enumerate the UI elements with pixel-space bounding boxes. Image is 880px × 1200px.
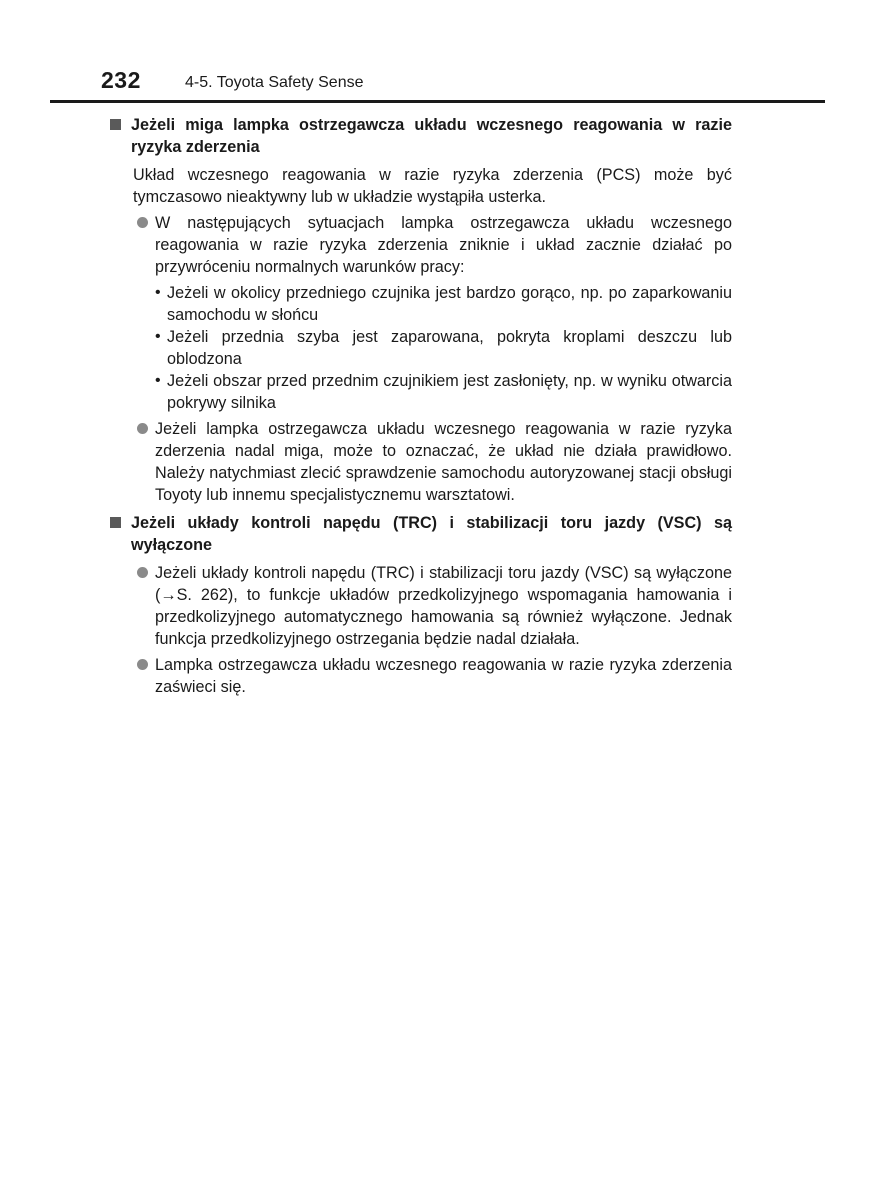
list-item-text: Jeżeli układy kontroli napędu (TRC) i stabilizacji toru jazdy (VSC) są wyłączone (→S. 262), to funkcje układów przedkolizyjnego wspomagania hamowania i przedkolizyjnego automatycznego hamowania są również wyłączone. Jednak funkcja przedkolizyjnego ostrzegania będzie nadal działała. xyxy=(155,564,732,648)
dot-bullet-icon: • xyxy=(155,284,161,301)
circle-bullet-icon xyxy=(137,659,148,670)
sub-list-item-text: Jeżeli w okolicy przedniego czujnika jest bardzo gorąco, np. po zaparkowaniu samochodu w słońcu xyxy=(167,284,732,324)
page-number: 232 xyxy=(101,67,141,93)
sub-list-item xyxy=(155,370,732,414)
square-bullet-icon xyxy=(110,119,121,130)
list-item-text: Jeżeli lampka ostrzegawcza układu wczesnego reagowania w razie ryzyka zderzenia nadal miga, może to oznaczać, że układ nie działa prawidłowo. Należy natychmiast zlecić sprawdzenie samochodu autoryzowanej stacji obsługi Toyoty lub innemu specjalistycznemu warsztatowi. xyxy=(155,420,732,504)
sub-list-item-text: Jeżeli obszar przed przednim czujnikiem jest zasłonięty, np. w wyniku otwarcia pokrywy silnika xyxy=(167,372,732,412)
section-paragraph: Układ wczesnego reagowania w razie ryzyka zderzenia (PCS) może być tymczasowo nieaktywny lub w układzie wystąpiła usterka. xyxy=(133,166,732,206)
section-title: 4-5. Toyota Safety Sense xyxy=(185,74,364,91)
list-item xyxy=(137,654,732,698)
section-heading xyxy=(110,114,732,158)
dot-bullet-icon: • xyxy=(155,372,161,389)
page-content xyxy=(110,114,732,702)
square-bullet-icon xyxy=(110,517,121,528)
dot-bullet-icon: • xyxy=(155,328,161,345)
section-heading-text: Jeżeli miga lampka ostrzegawcza układu wczesnego reagowania w razie ryzyka zderzenia xyxy=(131,116,732,156)
sub-list xyxy=(155,282,732,414)
list-item xyxy=(137,212,732,278)
section-heading-text: Jeżeli układy kontroli napędu (TRC) i stabilizacji toru jazdy (VSC) są wyłączone xyxy=(131,514,732,554)
page-header xyxy=(0,0,880,104)
sub-list-item xyxy=(155,282,732,326)
list-item xyxy=(137,418,732,506)
list-item xyxy=(137,562,732,650)
circle-bullet-icon xyxy=(137,217,148,228)
sub-list-item-text: Jeżeli przednia szyba jest zaparowana, pokryta kroplami deszczu lub oblodzona xyxy=(167,328,732,368)
section-heading xyxy=(110,512,732,556)
circle-bullet-icon xyxy=(137,423,148,434)
list-item-text: Lampka ostrzegawcza układu wczesnego reagowania w razie ryzyka zderzenia zaświeci się. xyxy=(155,656,732,696)
list-item-text: W następujących sytuacjach lampka ostrzegawcza układu wczesnego reagowania w razie ryzyka zderzenia zniknie i układ zacznie działać po przywróceniu normalnych warunków pracy: xyxy=(155,214,732,276)
sub-list-item xyxy=(155,326,732,370)
circle-bullet-icon xyxy=(137,567,148,578)
header-rule xyxy=(50,100,825,103)
